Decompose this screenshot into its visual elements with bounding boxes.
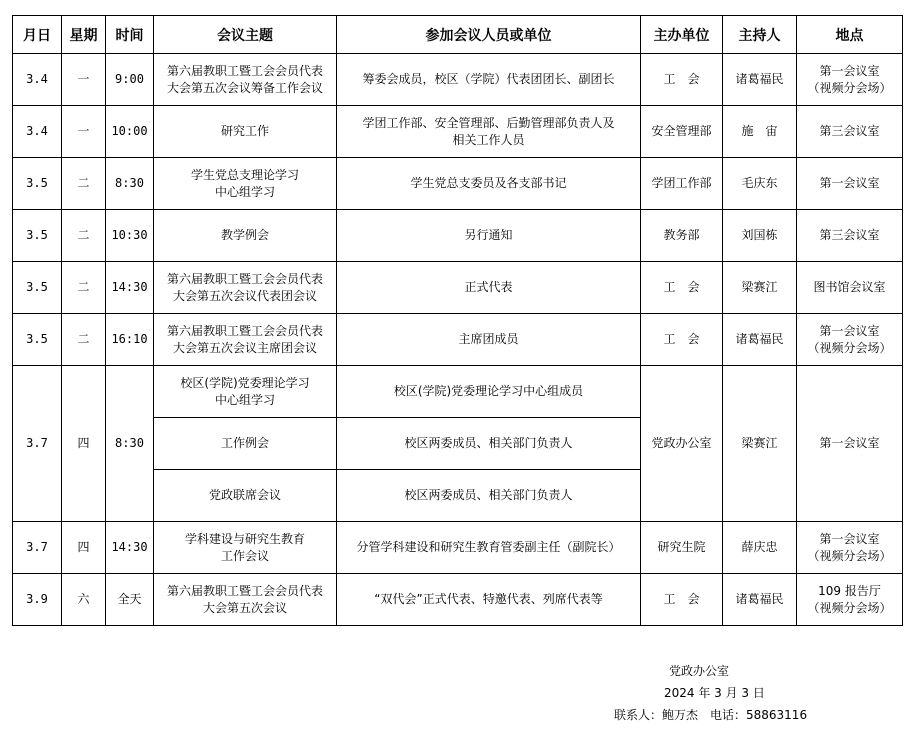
topic-line: 工作例会 [220, 436, 269, 450]
attendees-line: 另行通知 [464, 228, 513, 242]
cell-organizer: 教务部 [641, 210, 723, 262]
cell-date: 3.5 [13, 262, 62, 314]
cell-attendees [337, 418, 641, 470]
cell-time: 8:30 [106, 366, 154, 522]
cell-date: 3.7 [13, 366, 62, 522]
location-line: （视频分会场） [807, 600, 892, 615]
cell-topic [154, 106, 337, 158]
cell-attendees [337, 210, 641, 262]
cell-topic [154, 470, 337, 522]
cell-location [797, 522, 903, 574]
location-line: 第三会议室 [819, 124, 880, 138]
cell-attendees [337, 262, 641, 314]
location-line: 109 报告厅 [818, 583, 881, 598]
cell-weekday: 一 [62, 54, 106, 106]
cell-location [797, 158, 903, 210]
cell-time: 14:30 [106, 262, 154, 314]
cell-location [797, 106, 903, 158]
cell-organizer: 工 会 [641, 314, 723, 366]
topic-line: 学科建设与研究生教育 [184, 531, 305, 546]
location-line: （视频分会场） [807, 340, 892, 355]
cell-location [797, 574, 903, 626]
topic-line: 教学例会 [220, 228, 269, 242]
cell-attendees [337, 314, 641, 366]
cell-attendees [337, 574, 641, 626]
topic-line: 学生党总支理论学习 [190, 167, 299, 182]
table-row [13, 158, 903, 210]
cell-date: 3.5 [13, 158, 62, 210]
topic-line: 大会第五次会议主席团会议 [172, 340, 317, 355]
table-row [13, 106, 903, 158]
cell-organizer: 研究生院 [641, 522, 723, 574]
topic-line: 校区(学院)党委理论学习 [180, 375, 310, 390]
table-row [13, 54, 903, 106]
cell-attendees [337, 522, 641, 574]
cell-host: 梁赛江 [723, 366, 797, 522]
cell-weekday: 六 [62, 574, 106, 626]
cell-location [797, 314, 903, 366]
cell-weekday: 二 [62, 262, 106, 314]
header-organizer: 主办单位 [641, 16, 723, 54]
issuing-office: 党政办公室 [669, 664, 730, 678]
cell-topic [154, 262, 337, 314]
cell-location [797, 262, 903, 314]
cell-host: 刘国栋 [723, 210, 797, 262]
cell-topic [154, 158, 337, 210]
location-line: （视频分会场） [807, 80, 892, 95]
location-line: 图书馆会议室 [813, 280, 886, 294]
cell-date: 3.9 [13, 574, 62, 626]
cell-time: 9:00 [106, 54, 154, 106]
cell-weekday: 二 [62, 158, 106, 210]
location-line: 第一会议室 [819, 531, 880, 546]
cell-organizer: 党政办公室 [641, 366, 723, 522]
header-location: 地点 [797, 16, 903, 54]
cell-host: 施 宙 [723, 106, 797, 158]
topic-line: 第六届教职工暨工会会员代表 [166, 583, 323, 598]
cell-location [797, 366, 903, 522]
cell-date: 3.5 [13, 210, 62, 262]
cell-topic [154, 366, 337, 418]
cell-time: 全天 [106, 574, 154, 626]
topic-line: 第六届教职工暨工会会员代表 [166, 271, 323, 286]
cell-host: 诸葛福民 [723, 314, 797, 366]
cell-topic [154, 418, 337, 470]
location-line: 第一会议室 [819, 176, 880, 190]
cell-time: 14:30 [106, 522, 154, 574]
table-header-row [13, 16, 903, 54]
cell-attendees [337, 106, 641, 158]
topic-line: 大会第五次会议筹备工作会议 [166, 80, 323, 95]
table-row [13, 262, 903, 314]
cell-date: 3.7 [13, 522, 62, 574]
topic-line: 研究工作 [220, 124, 269, 138]
topic-line: 第六届教职工暨工会会员代表 [166, 63, 323, 78]
cell-time: 8:30 [106, 158, 154, 210]
table-row [13, 522, 903, 574]
location-line: 第三会议室 [819, 228, 880, 242]
cell-weekday: 二 [62, 314, 106, 366]
meeting-schedule-table [12, 15, 903, 626]
attendees-line: 校区两委成员、相关部门负责人 [404, 488, 573, 502]
topic-line: 第六届教职工暨工会会员代表 [166, 323, 323, 338]
cell-time: 10:30 [106, 210, 154, 262]
cell-organizer: 工 会 [641, 54, 723, 106]
cell-host: 梁赛江 [723, 262, 797, 314]
header-attendees: 参加会议人员或单位 [337, 16, 641, 54]
cell-topic [154, 314, 337, 366]
table-row [13, 574, 903, 626]
table-row [13, 210, 903, 262]
cell-host: 诸葛福民 [723, 54, 797, 106]
attendees-line: 分管学科建设和研究生教育管委副主任（副院长） [356, 540, 621, 554]
attendees-line: 学团工作部、安全管理部、后勤管理部负责人及 [362, 115, 615, 130]
cell-attendees [337, 158, 641, 210]
cell-topic [154, 522, 337, 574]
cell-weekday: 二 [62, 210, 106, 262]
cell-location [797, 54, 903, 106]
location-line: 第一会议室 [819, 63, 880, 78]
topic-line: 中心组学习 [214, 184, 275, 199]
location-line: （视频分会场） [807, 548, 892, 563]
header-date: 月日 [13, 16, 62, 54]
header-weekday: 星期 [62, 16, 106, 54]
cell-location [797, 210, 903, 262]
attendees-line: 校区两委成员、相关部门负责人 [404, 436, 573, 450]
attendees-line: 学生党总支委员及各支部书记 [410, 176, 567, 190]
cell-attendees [337, 54, 641, 106]
header-host: 主持人 [723, 16, 797, 54]
cell-host: 毛庆东 [723, 158, 797, 210]
location-line: 第一会议室 [819, 436, 880, 450]
issue-date: 2024 年 3 月 3 日 [664, 686, 765, 700]
cell-weekday: 四 [62, 366, 106, 522]
cell-attendees [337, 470, 641, 522]
attendees-line: “双代会”正式代表、特邀代表、列席代表等 [374, 592, 603, 606]
cell-organizer: 工 会 [641, 262, 723, 314]
cell-date: 3.4 [13, 106, 62, 158]
topic-line: 中心组学习 [214, 392, 275, 407]
attendees-line: 相关工作人员 [452, 132, 525, 147]
topic-line: 工作会议 [220, 548, 269, 563]
attendees-line: 校区(学院)党委理论学习中心组成员 [393, 384, 584, 398]
cell-time: 10:00 [106, 106, 154, 158]
cell-host: 诸葛福民 [723, 574, 797, 626]
cell-attendees [337, 366, 641, 418]
table-row [13, 314, 903, 366]
topic-line: 大会第五次会议代表团会议 [172, 288, 317, 303]
attendees-line: 正式代表 [464, 280, 513, 294]
cell-weekday: 一 [62, 106, 106, 158]
location-line: 第一会议室 [819, 323, 880, 338]
cell-host: 薛庆忠 [723, 522, 797, 574]
cell-organizer: 安全管理部 [641, 106, 723, 158]
cell-time: 16:10 [106, 314, 154, 366]
cell-topic [154, 54, 337, 106]
contact-info: 联系人：鲍万杰 电话：58863116 [614, 708, 808, 722]
cell-weekday: 四 [62, 522, 106, 574]
attendees-line: 主席团成员 [458, 332, 519, 346]
cell-topic [154, 574, 337, 626]
cell-date: 3.4 [13, 54, 62, 106]
header-topic: 会议主题 [154, 16, 337, 54]
attendees-line: 筹委会成员，校区（学院）代表团团长、副团长 [362, 72, 615, 86]
table-row [13, 366, 903, 418]
topic-line: 党政联席会议 [208, 488, 281, 502]
cell-organizer: 学团工作部 [641, 158, 723, 210]
header-time: 时间 [106, 16, 154, 54]
cell-organizer: 工 会 [641, 574, 723, 626]
topic-line: 大会第五次会议 [202, 600, 287, 615]
cell-date: 3.5 [13, 314, 62, 366]
cell-topic [154, 210, 337, 262]
